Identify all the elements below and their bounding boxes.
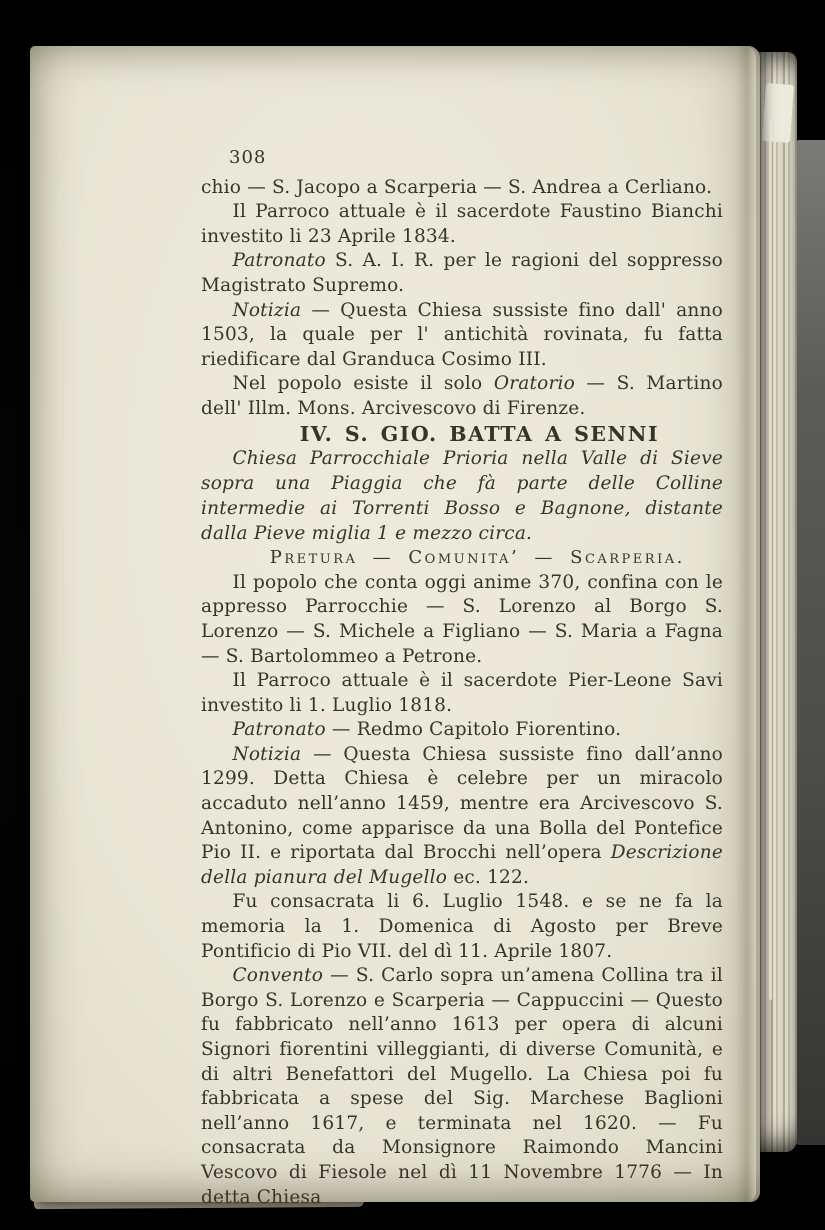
lead-word-patronato: Patronato: [232, 719, 326, 741]
stacked-page-edges: [757, 52, 797, 1152]
page-edge-highlight: [769, 120, 772, 1000]
lead-word-convento: Convento: [232, 965, 324, 987]
section-subtitle: Chiesa Parrocchiale Prioria nella Valle di Sieve sopra una Piaggia che fà parte delle Colline intermedie ai Torrenti Bosso e Bagnone, distante dalla Pieve miglia 1 e mezzo circa.: [201, 448, 723, 545]
book-cover-edge: [796, 140, 825, 1145]
section-heading: IV. S. GIO. BATTA A SENNI: [299, 421, 660, 446]
inline-word-oratorio: Oratorio: [493, 373, 575, 395]
paragraph: Il Parroco attuale è il sacerdote Pier-Leone Savi investito li 1. Luglio 1818.: [201, 670, 723, 716]
paragraph-text: S. A. I. R. per le ragioni del soppresso Magistrato Supremo.: [201, 250, 723, 296]
paragraph: [201, 718, 723, 743]
paragraph: [201, 299, 723, 373]
inline-book-title: Descrizione della pianura del Mugello: [201, 842, 723, 888]
paragraph: [201, 964, 723, 1210]
scanned-book-page: [30, 46, 760, 1208]
paragraph-text: Nel popolo esiste il solo: [232, 373, 494, 395]
paragraph: Il Parroco attuale è il sacerdote Faustino Bianchi investito li 23 Aprile 1834.: [201, 201, 723, 247]
paragraph-text: — S. Carlo sopra un’amena Collina tra il Borgo S. Lorenzo e Scarperia — Cappuccini — Questo fu fabbricato nell’anno 1613 per opera di alcuni Signori fiorentini villeggianti, di diverse Comunità, e di altri Benefattori del Mugello. La Chiesa poi fu fabbricata a spese del Sig. Marchese Baglioni nell’anno 1617, e terminata nel 1620. — Fu consacrata da Monsignore Raimondo Mancini Vescovo di Fiesole nel dì 11 Novembre 1776 — In detta Chiesa: [201, 965, 723, 1208]
paragraph-text: — Questa Chiesa sussiste fino dall' anno 1503, la quale per l' antichità rovinata, fu fatta riedificare dal Granduca Cosimo III.: [201, 299, 723, 370]
page-number: 308: [229, 147, 267, 168]
paragraph: [201, 372, 723, 421]
paragraph: Fu consacrata li 6. Luglio 1548. e se ne fa la memoria la 1. Domenica di Agosto per Breve Pontificio di Pio VII. del dì 11. Aprile 1807.: [201, 891, 723, 962]
paragraph-text: — Redmo Capitolo Fiorentino.: [325, 719, 622, 741]
pretura-line: Pretura — Comunita’ — Scarperia.: [269, 547, 685, 569]
page-text-block: [201, 146, 723, 1210]
lead-word-patronato: Patronato: [232, 250, 326, 272]
paragraph-text: ec. 122.: [447, 866, 530, 888]
paragraph: [201, 249, 723, 298]
paragraph: Il popolo che conta oggi anime 370, confina con le appresso Parrocchie — S. Lorenzo al Borgo S. Lorenzo — S. Michele a Figliano — S. Maria a Fagna — S. Bartolommeo a Petrone.: [201, 571, 723, 667]
paragraph-text: — Questa Chiesa sussiste fino dall’anno 1299. Detta Chiesa è celebre per un miracolo accaduto nell’anno 1459, mentre era Arcivescovo S. Antonino, come apparisce da una Bolla del Pontefice Pio II. e riportata dal Brocchi nell’opera: [201, 743, 723, 864]
page-corner: [762, 83, 794, 143]
lead-word-notizia: Notizia: [232, 743, 302, 765]
paragraph-continuation: chio — S. Jacopo a Scarperia — S. Andrea a Cerliano.: [201, 176, 713, 198]
lead-word-notizia: Notizia: [232, 299, 302, 321]
paragraph: [201, 743, 723, 891]
paragraph-text: — S. Martino dell' Illm. Mons. Arcivescovo di Firenze.: [201, 373, 723, 419]
